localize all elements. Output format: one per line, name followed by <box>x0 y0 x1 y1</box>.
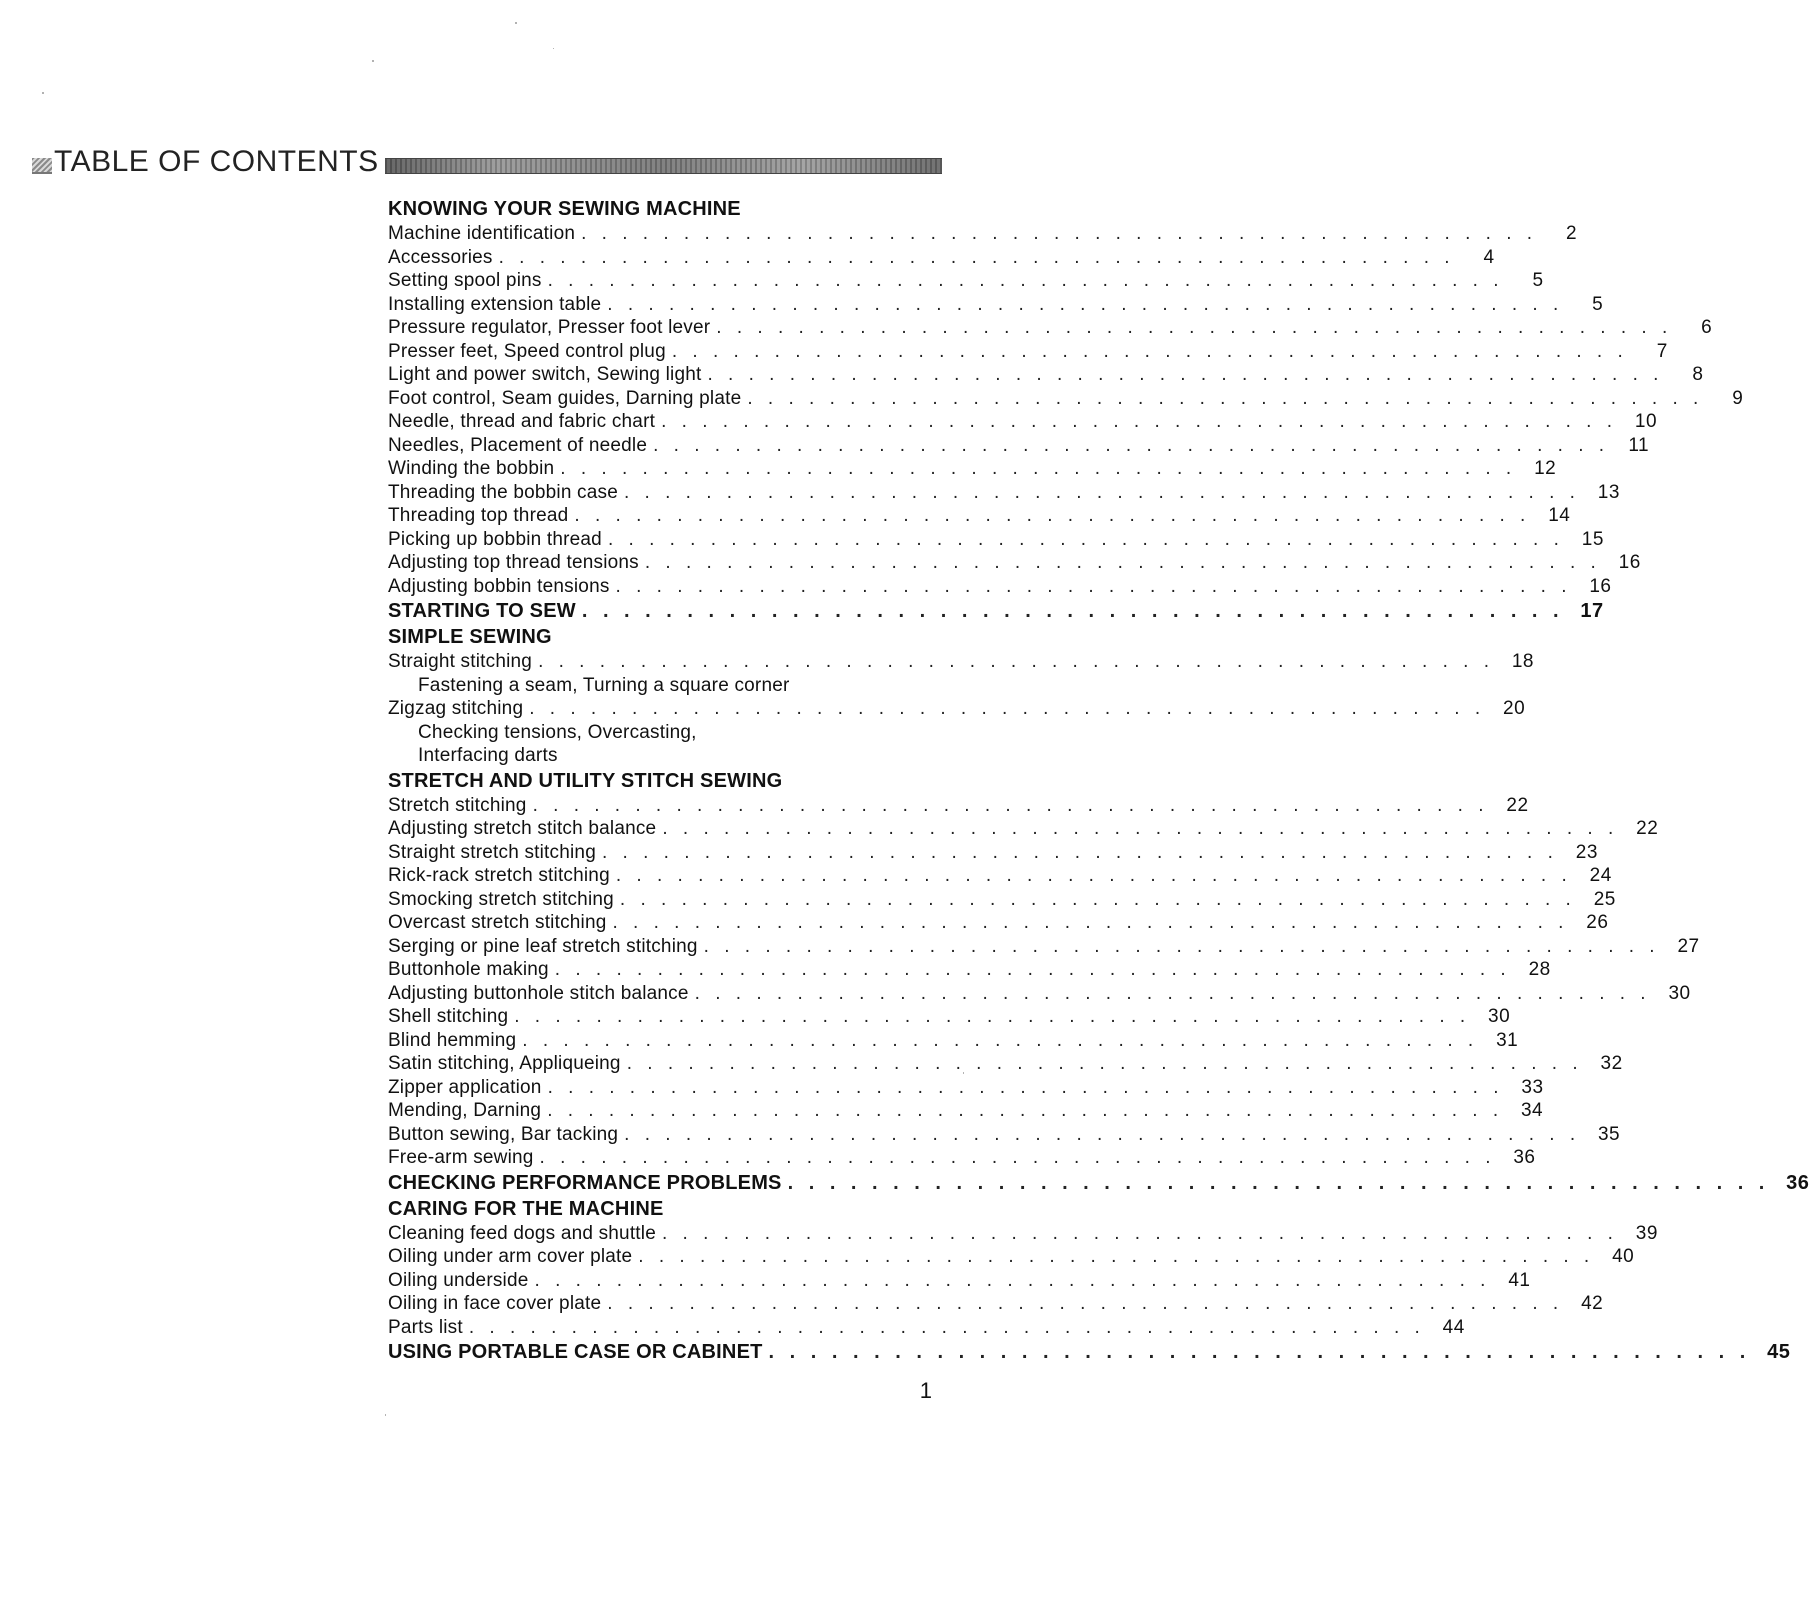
toc-entry <box>388 1245 1635 1269</box>
dot-leader: . . . . . . . . . . . . . . . . . . . . . . . . . . . . . . . . . . . . . . . . . . . . . . . <box>560 458 1517 479</box>
dot-leader: . . . . . . . . . . . . . . . . . . . . . . . . . . . . . . . . . . . . . . . . . . . . . . . <box>532 794 1489 816</box>
toc-entry <box>388 650 1534 674</box>
toc-entry <box>388 1146 1536 1170</box>
dot-leader: . . . . . . . . . . . . . . . . . . . . . . . . . . . . . . . . . . . . . . . . . . . . . . . <box>671 340 1628 362</box>
toc-subentry <box>388 721 943 745</box>
page-title: TABLE OF CONTENTS <box>54 145 379 178</box>
toc-entry-label: Buttonhole making <box>388 959 549 980</box>
dot-leader: . . . . . . . . . . . . . . . . . . . . . . . . . . . . . . . . . . . . . . . . . . . . . . . <box>607 1293 1564 1314</box>
dot-leader: . . . . . . . . . . . . . . . . . . . . . . . . . . . . . . . . . . . . . . . . . . . . . . . <box>607 293 1564 315</box>
toc-entry-label: Checking tensions, Overcasting, <box>418 721 697 743</box>
toc-entry-label: Threading top thread <box>388 505 569 526</box>
dot-leader: . . . . . . . . . . . . . . . . . . . . . . . . . . . . . . . . . . . . . . . . . . . . . . . <box>554 959 1511 980</box>
toc-entry <box>388 434 1650 458</box>
toc-entry-page: 34 <box>1520 1100 1544 1121</box>
toc-entry-label: Foot control, Seam guides, Darning plate <box>388 387 742 409</box>
title-rule-bar <box>385 158 942 174</box>
toc-entry <box>388 293 1604 317</box>
toc-entry-page: 45 <box>1767 1341 1791 1363</box>
dot-leader: . . . . . . . . . . . . . . . . . . . . . . . . . . . . . . . . . . . . . . . . . . . . . . . <box>707 364 1664 385</box>
toc-subentry <box>388 674 943 698</box>
toc-entry <box>388 551 1641 575</box>
toc-entry-label: Straight stretch stitching <box>388 841 596 863</box>
toc-entry-label: Free-arm sewing <box>388 1147 534 1168</box>
toc-entry-label: KNOWING YOUR SEWING MACHINE <box>388 198 741 220</box>
toc-entry-page: 16 <box>1589 575 1612 597</box>
toc-entry <box>388 504 1571 528</box>
toc-section-heading <box>388 598 1604 624</box>
toc-entry <box>388 1292 1604 1316</box>
toc-section-heading <box>388 196 943 222</box>
toc-entry-label: Interfacing darts <box>418 745 558 766</box>
toc-entry-label: Serging or pine leaf stretch stitching <box>388 935 698 957</box>
dot-leader: . . . . . . . . . . . . . . . . . . . . . . . . . . . . . . . . . . . . . . . . . . . . . . . <box>644 552 1601 573</box>
dot-leader: . . . . . . . . . . . . . . . . . . . . . . . . . . . . . . . . . . . . . . . . . . . . . . . <box>612 912 1569 933</box>
toc-title-row <box>32 142 942 182</box>
toc-entry <box>388 222 1578 246</box>
toc-entry <box>388 1029 1519 1053</box>
toc-entry-label: Button sewing, Bar tacking <box>388 1123 619 1145</box>
toc-section-heading <box>388 1339 1791 1365</box>
toc-entry-page: 32 <box>1600 1053 1623 1074</box>
dot-leader: . . . . . . . . . . . . . . . . . . . . . . . . . . . . . . . . . . . . . . . . . . . . . . . <box>574 505 1531 526</box>
dot-leader: . . . . . . . . . . . . . . . . . . . . . . . . . . . . . . . . . . . . . . . . . . . . . . . <box>522 1029 1479 1051</box>
toc-entry-page: 5 <box>1592 293 1604 315</box>
toc-entry-label: Mending, Darning <box>388 1100 542 1121</box>
dot-leader: . . . . . . . . . . . . . . . . . . . . . . . . . . . . . . . . . . . . . . . . . . . . . . . <box>547 1100 1504 1121</box>
toc-entry-label: Adjusting bobbin tensions <box>388 575 610 597</box>
toc-entry-page: 13 <box>1597 481 1620 503</box>
toc-entry-page: 39 <box>1635 1222 1658 1244</box>
toc-entry-page: 26 <box>1586 912 1609 933</box>
toc-entry <box>388 1316 1465 1340</box>
toc-entry-page: 44 <box>1442 1316 1465 1338</box>
dot-leader: . . . . . . . . . . . . . . . . . . . . . . . . . . . . . . . . . . . . . . . . . . . . . . . <box>547 270 1504 291</box>
toc-entry-label: Picking up bobbin thread <box>388 528 602 550</box>
toc-entry-label: Cleaning feed dogs and shuttle <box>388 1222 656 1244</box>
toc-entry <box>388 817 1659 841</box>
toc-entry-page: 10 <box>1634 411 1658 432</box>
toc-entry-label: Overcast stretch stitching <box>388 912 607 933</box>
toc-entry-label: Parts list <box>388 1316 463 1338</box>
toc-entry-label: Satin stitching, Appliqueing <box>388 1053 621 1074</box>
toc-entry-page: 33 <box>1521 1076 1544 1098</box>
toc-entry-page: 27 <box>1677 935 1700 957</box>
toc-entry-label: Shell stitching <box>388 1006 509 1027</box>
toc-entry-label: Straight stitching <box>388 651 533 672</box>
dot-leader: . . . . . . . . . . . . . . . . . . . . . . . . . . . . . . . . . . . . . . . . . . . . . . . <box>581 600 1564 622</box>
toc-entry <box>388 410 1658 434</box>
scan-speck <box>515 22 517 24</box>
toc-entry-label: Installing extension table <box>388 293 602 315</box>
dot-leader: . . . . . . . . . . . . . . . . . . . . . . . . . . . . . . . . . . . . . . . . . . . . . . . <box>661 411 1618 432</box>
toc-subentry <box>388 744 943 768</box>
toc-entry <box>388 911 1609 935</box>
toc-entry <box>388 935 1700 959</box>
toc-entry-label: Adjusting stretch stitch balance <box>388 818 657 839</box>
toc-entry <box>388 1052 1623 1076</box>
toc-entry-label: Light and power switch, Sewing light <box>388 364 702 385</box>
toc-entry <box>388 528 1604 552</box>
toc-entry-page: 5 <box>1532 270 1544 291</box>
toc-entry <box>388 1222 1658 1246</box>
toc-entry-label: Pressure regulator, Presser foot lever <box>388 317 711 338</box>
dot-leader: . . . . . . . . . . . . . . . . . . . . . . . . . . . . . . . . . . . . . . . . . . . . . . . <box>626 1053 1583 1074</box>
toc-entry-page: 30 <box>1488 1006 1511 1027</box>
dot-leader: . . . . . . . . . . . . . . . . . . . . . . . . . . . . . . . . . . . . . . . . . . . . . . . <box>624 481 1580 503</box>
toc-entry <box>388 958 1551 982</box>
dot-leader: . . . . . . . . . . . . . . . . . . . . . . . . . . . . . . . . . . . . . . . . . . . . . . . <box>539 1147 1496 1168</box>
toc-entry-label: Smocking stretch stitching <box>388 888 614 910</box>
toc-entry <box>388 246 1495 270</box>
toc-entry-label: Oiling in face cover plate <box>388 1293 602 1314</box>
toc-section-heading <box>388 624 943 650</box>
toc-entry-page: 35 <box>1597 1123 1621 1145</box>
toc-entry-page: 4 <box>1483 246 1495 268</box>
toc-entry <box>388 1005 1511 1029</box>
toc-entry <box>388 340 1668 364</box>
toc-entry-label: Needles, Placement of needle <box>388 434 648 456</box>
dot-leader: . . . . . . . . . . . . . . . . . . . . . . . . . . . . . . . . . . . . . . . . . . . . . . . <box>653 434 1610 456</box>
toc-entry-label: Zipper application <box>388 1076 542 1098</box>
toc-entry-page: 9 <box>1732 387 1744 409</box>
toc-entry-label: Rick-rack stretch stitching <box>388 865 610 886</box>
toc-entry-label: CARING FOR THE MACHINE <box>388 1197 664 1220</box>
toc-entry <box>388 864 1612 888</box>
toc-entry-page: 14 <box>1548 505 1571 526</box>
toc-entry-page: 22 <box>1636 818 1659 839</box>
toc-entry <box>388 269 1544 293</box>
dot-leader: . . . . . . . . . . . . . . . . . . . . . . . . . . . . . . . . . . . . . . . . . . . . . . . <box>624 1123 1581 1145</box>
dot-leader: . . . . . . . . . . . . . . . . . . . . . . . . . . . . . . . . . . . . . . . . . . . . . . . <box>601 841 1558 863</box>
toc-entry-page: 36 <box>1513 1147 1536 1168</box>
toc-entry-label: STRETCH AND UTILITY STITCH SEWING <box>388 769 783 792</box>
dot-leader: . . . . . . . . . . . . . . . . . . . . . . . . . . . . . . . . . . . . . . . . . . . . . . . <box>661 1222 1618 1244</box>
dot-leader: . . . . . . . . . . . . . . . . . . . . . . . . . . . . . . . . . . . . . . . . . . . . . . . <box>607 528 1564 550</box>
toc-entry-label: SIMPLE SEWING <box>388 626 552 648</box>
toc-entry-label: CHECKING PERFORMANCE PROBLEMS <box>388 1171 782 1194</box>
dot-leader: . . . . . . . . . . . . . . . . . . . . . . . . . . . . . . . . . . . . . . . . . . . . . . . <box>747 387 1704 409</box>
toc-entry-page: 6 <box>1701 317 1713 338</box>
title-ornament-icon <box>32 158 52 174</box>
toc-entry-page: 12 <box>1534 458 1557 479</box>
scan-speck <box>42 92 44 94</box>
toc-entry-label: STARTING TO SEW <box>388 600 576 622</box>
dot-leader: . . . . . . . . . . . . . . . . . . . . . . . . . . . . . . . . . . . . . . . . . . . . . . . <box>468 1316 1425 1338</box>
toc-entry-label: Zigzag stitching <box>388 698 524 719</box>
dot-leader: . . . . . . . . . . . . . . . . . . . . . . . . . . . . . . . . . . . . . . . . . . . . . . . <box>615 865 1572 886</box>
toc-entry <box>388 982 1691 1006</box>
toc-entry-page: 15 <box>1581 528 1604 550</box>
toc-entry-label: Blind hemming <box>388 1029 517 1051</box>
scan-speck <box>372 60 374 62</box>
scan-speck <box>385 1414 386 1416</box>
toc-entry-label: Setting spool pins <box>388 270 542 291</box>
dot-leader: . . . . . . . . . . . . . . . . . . . . . . . . . . . . . . . . . . . . . . . . . . . . . . . <box>529 698 1486 719</box>
dot-leader: . . . . . . . . . . . . . . . . . . . . . . . . . . . . . . . . . . . . . . . . . . . . . . . <box>662 818 1619 839</box>
toc-entry-label: Stretch stitching <box>388 794 527 816</box>
toc-entry-label: Adjusting top thread tensions <box>388 552 639 573</box>
toc-entry-page: 16 <box>1618 552 1641 573</box>
toc-section-heading <box>388 1196 943 1222</box>
toc-entry-page: 28 <box>1528 959 1551 980</box>
toc-section-heading <box>388 1170 1809 1196</box>
toc-entry-page: 8 <box>1692 364 1704 385</box>
toc-entry <box>388 697 1526 721</box>
toc-entry-page: 2 <box>1565 223 1578 244</box>
toc-entry-label: Oiling underside <box>388 1269 529 1291</box>
toc-entry-label: Machine identification <box>388 223 576 244</box>
toc-entry-page: 23 <box>1575 841 1598 863</box>
toc-entry <box>388 387 1744 411</box>
toc-entry-label: Presser feet, Speed control plug <box>388 340 666 362</box>
toc-entry <box>388 888 1616 912</box>
toc-entry <box>388 1123 1621 1147</box>
table-of-contents <box>388 196 1809 1365</box>
toc-entry <box>388 457 1557 481</box>
dot-leader: . . . . . . . . . . . . . . . . . . . . . . . . . . . . . . . . . . . . . . . . . . . . . . . <box>638 1246 1595 1267</box>
toc-entry <box>388 316 1713 340</box>
toc-section-heading <box>388 768 943 794</box>
toc-entry <box>388 363 1704 387</box>
page-number: 1 <box>919 1378 932 1403</box>
toc-entry-label: Accessories <box>388 246 493 268</box>
toc-entry-page: 30 <box>1668 982 1691 1004</box>
dot-leader: . . . . . . . . . . . . . . . . . . . . . . . . . . . . . . . . . . . . . . . . . . . . . . . <box>538 651 1494 672</box>
toc-entry-page: 24 <box>1589 865 1612 886</box>
toc-entry <box>388 1099 1544 1123</box>
toc-entry-label: Threading the bobbin case <box>388 481 618 503</box>
dot-leader: . . . . . . . . . . . . . . . . . . . . . . . . . . . . . . . . . . . . . . . . . . . . . . . <box>581 223 1538 244</box>
toc-entry-page: 42 <box>1581 1293 1604 1314</box>
toc-entry-page: 17 <box>1580 600 1604 622</box>
dot-leader: . . . . . . . . . . . . . . . . . . . . . . . . . . . . . . . . . . . . . . . . . . . . . . . <box>514 1006 1471 1027</box>
dot-leader: . . . . . . . . . . . . . . . . . . . . . . . . . . . . . . . . . . . . . . . . . . . . . . . <box>619 888 1576 910</box>
toc-entry-page: 7 <box>1656 340 1668 362</box>
dot-leader: . . . . . . . . . . . . . . . . . . . . . . . . . . . . . . . . . . . . . . . . . . . . . . . <box>615 575 1572 597</box>
toc-entry <box>388 481 1620 505</box>
toc-entry <box>388 1076 1544 1100</box>
toc-entry <box>388 841 1598 865</box>
toc-entry-page: 18 <box>1511 651 1534 672</box>
dot-leader: . . . . . . . . . . . . . . . . . . . . . . . . . . . . . . . . . . . . . . . . . . . . . . . <box>768 1341 1751 1363</box>
toc-entry-page: 25 <box>1593 888 1616 910</box>
toc-entry-page: 41 <box>1508 1269 1531 1291</box>
dot-leader: . . . . . . . . . . . . . . . . . . . . . . . . . . . . . . . . . . . . . . . . . . . . . . . <box>498 246 1455 268</box>
dot-leader: . . . . . . . . . . . . . . . . . . . . . . . . . . . . . . . . . . . . . . . . . . . . . . . <box>694 982 1651 1004</box>
toc-entry-label: Oiling under arm cover plate <box>388 1246 633 1267</box>
toc-entry-page: 31 <box>1496 1029 1519 1051</box>
dot-leader: . . . . . . . . . . . . . . . . . . . . . . . . . . . . . . . . . . . . . . . . . . . . . . . <box>716 317 1673 338</box>
toc-entry <box>388 575 1612 599</box>
toc-entry <box>388 1269 1531 1293</box>
toc-entry <box>388 794 1529 818</box>
toc-entry-label: USING PORTABLE CASE OR CABINET <box>388 1341 763 1363</box>
toc-entry-page: 40 <box>1612 1246 1635 1267</box>
toc-entry-label: Needle, thread and fabric chart <box>388 411 656 432</box>
toc-entry-page: 36 <box>1786 1171 1809 1194</box>
dot-leader: . . . . . . . . . . . . . . . . . . . . . . . . . . . . . . . . . . . . . . . . . . . . . . . <box>534 1269 1491 1291</box>
toc-entry-page: 20 <box>1503 698 1526 719</box>
toc-entry-page: 22 <box>1506 794 1529 816</box>
dot-leader: . . . . . . . . . . . . . . . . . . . . . . . . . . . . . . . . . . . . . . . . . . . . . . . <box>547 1076 1504 1098</box>
toc-entry-label: Fastening a seam, Turning a square corner <box>418 674 790 696</box>
toc-entry-label: Adjusting buttonhole stitch balance <box>388 982 689 1004</box>
dot-leader: . . . . . . . . . . . . . . . . . . . . . . . . . . . . . . . . . . . . . . . . . . . . . . . <box>787 1171 1770 1194</box>
dot-leader: . . . . . . . . . . . . . . . . . . . . . . . . . . . . . . . . . . . . . . . . . . . . . . . <box>703 935 1660 957</box>
toc-entry-page: 11 <box>1628 434 1650 456</box>
toc-entry-label: Winding the bobbin <box>388 458 555 479</box>
scan-speck <box>553 48 554 49</box>
